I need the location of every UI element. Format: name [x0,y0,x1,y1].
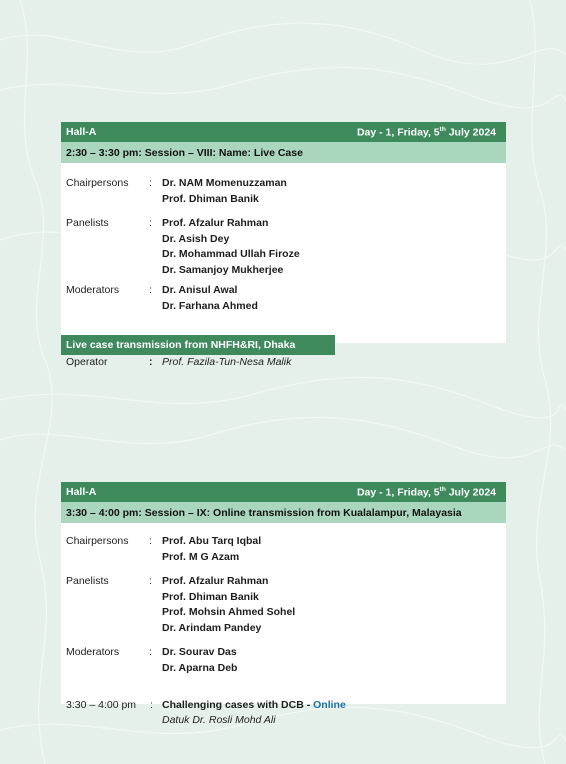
session-block-1 [61,122,506,343]
person-name: Dr. Asish Dey [162,232,230,245]
role-label: Moderators [66,284,120,296]
person-name: Dr. NAM Momenuzzaman [162,177,287,189]
hall-name: Hall-A [66,486,97,498]
session-panel [61,523,506,704]
session-date: Day - 1, Friday, 5th July 2024 [356,485,496,499]
role-label: Panelists [66,575,109,587]
moderators-row: Moderators : Dr. Sourav Das Dr. Aparna Deb [61,645,237,676]
session-date: Day - 1, Friday, 5th July 2024 [356,125,496,139]
online-tag: Online [313,699,346,711]
operator-label: Operator [66,356,108,368]
session-title: 3:30 – 4:00 pm: Session – IX: Online transmission from Kualalampur, Malayasia [61,502,506,523]
live-case-label: Live case transmission from NHFH&RI, Dhaka [61,335,335,355]
panelists-row: Panelists : Prof. Afzalur Rahman Prof. Dhiman Banik Prof. Mohsin Ahmed Sohel Dr. Arindam Pandey [61,574,295,636]
person-name: Prof. Dhiman Banik [162,192,259,205]
talk-title: Challenging cases with DCB - [162,699,314,711]
person-name: Prof. Mohsin Ahmed Sohel [162,606,296,618]
hall-header [61,482,506,502]
person-name: Dr. Arindam Pandey [162,621,262,634]
person-name: Prof. Afzalur Rahman [162,217,269,229]
talk-row: 3:30 – 4:00 pm : Challenging cases with DCB - Online Datuk Dr. Rosli Mohd Ali [66,699,346,726]
session-block-2 [61,482,506,704]
hall-header [61,122,506,142]
role-label: Panelists [66,217,109,229]
person-name: Dr. Aparna Deb [162,661,238,674]
operator-name: Prof. Fazila-Tun-Nesa Malik [162,356,292,368]
role-label: Chairpersons [66,177,129,189]
session-title: 2:30 – 3:30 pm: Session – VIII: Name: Live Case [61,142,506,163]
session-panel [61,163,506,343]
person-name: Prof. M G Azam [162,550,240,563]
role-label: Chairpersons [66,535,129,547]
person-name: Dr. Mohammad Ullah Firoze [162,248,300,260]
role-label: Moderators [66,646,120,658]
chairpersons-row: Chairpersons : Dr. NAM Momenuzzaman Prof. Dhiman Banik [61,176,287,207]
person-name: Dr. Farhana Ahmed [162,299,258,312]
person-name: Prof. Abu Tarq Iqbal [162,535,262,547]
talk-speaker: Datuk Dr. Rosli Mohd Ali [162,714,276,726]
chairpersons-row: Chairpersons : Prof. Abu Tarq Iqbal Prof. M G Azam [61,534,261,565]
person-name: Dr. Sourav Das [162,646,237,658]
person-name: Dr. Anisul Awal [162,284,238,296]
person-name: Dr. Samanjoy Mukherjee [162,263,284,276]
talk-time: 3:30 – 4:00 pm [66,699,137,711]
moderators-row: Moderators : Dr. Anisul Awal Dr. Farhana Ahmed [61,283,258,314]
hall-name: Hall-A [66,126,97,138]
operator-row: Operator : Prof. Fazila-Tun-Nesa Malik [66,356,292,368]
panelists-row: Panelists : Prof. Afzalur Rahman Dr. Asish Dey Dr. Mohammad Ullah Firoze Dr. Samanjoy Mukherjee [61,216,300,278]
person-name: Prof. Afzalur Rahman [162,575,269,587]
person-name: Prof. Dhiman Banik [162,590,259,603]
